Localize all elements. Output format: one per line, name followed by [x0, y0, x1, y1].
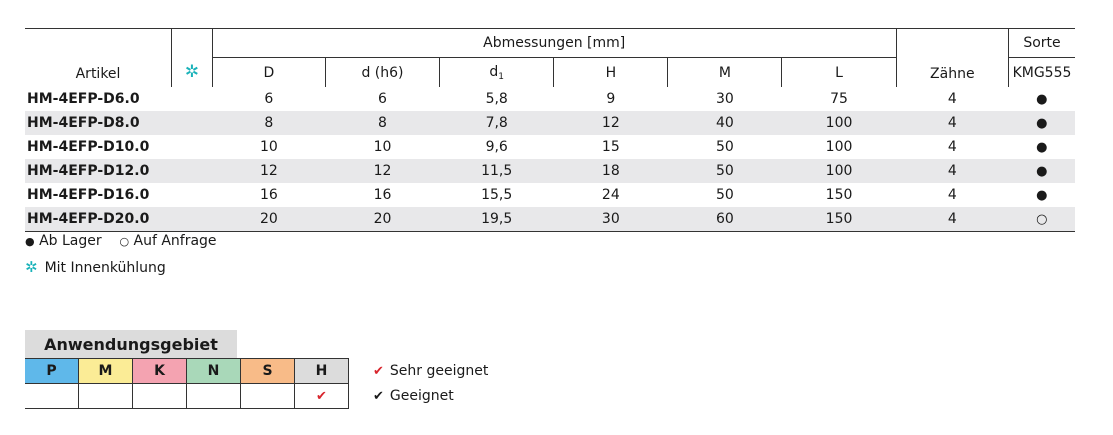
cell-sorte: ●: [1036, 139, 1048, 155]
cell-sorte: ●: [1036, 91, 1048, 107]
cooling-legend: [25, 258, 166, 276]
cell-d1: 9,6: [485, 139, 508, 155]
cell-H: 12: [554, 111, 668, 135]
cell-d1: 5,8: [485, 91, 508, 107]
cell-artikel: HM-4EFP-D20.0: [25, 207, 172, 232]
cell-artikel: HM-4EFP-D10.0: [27, 139, 150, 155]
cell-zaehne: 4: [947, 187, 957, 203]
cell-sorte: ●: [1036, 187, 1048, 203]
application-group-h: H: [295, 359, 349, 384]
cooling-legend-icon: ✲: [25, 258, 38, 276]
application-mark-h: ✔: [295, 384, 349, 409]
cooling-cell: [172, 135, 213, 159]
cell-artikel: HM-4EFP-D16.0: [27, 187, 150, 203]
header-sorte-grade: KMG555: [1008, 58, 1075, 88]
cooling-cell: [172, 111, 213, 135]
header-L: L: [782, 58, 896, 88]
cell-D: 12: [212, 159, 325, 183]
cell-sorte: ●: [1008, 159, 1075, 183]
table-row: [25, 207, 1075, 232]
cell-H: 18: [554, 159, 668, 183]
application-mark-m: [79, 384, 133, 409]
cell-d: 12: [325, 159, 439, 183]
suitable-label: Geeignet: [389, 388, 454, 404]
spec-table-body: [25, 87, 1075, 232]
header-D: D: [212, 58, 325, 88]
spec-table: [25, 28, 1075, 232]
cell-L: 150: [782, 207, 896, 232]
cell-zaehne: 4: [896, 111, 1008, 135]
header-artikel: Artikel: [25, 29, 172, 88]
cell-zaehne: 4: [947, 91, 957, 107]
cell-sorte: ○: [1008, 207, 1075, 232]
stock-label: Ab Lager: [39, 233, 102, 249]
cell-L: 150: [825, 187, 853, 203]
cell-D: 20: [212, 207, 325, 232]
application-groups-row: [25, 359, 349, 384]
application-group-n: N: [187, 359, 241, 384]
header-sorte: Sorte: [1008, 29, 1075, 58]
table-row: [25, 111, 1075, 135]
application-marks-row: [25, 384, 349, 409]
application-title: Anwendungsgebiet: [25, 330, 237, 358]
cell-L: 75: [830, 91, 848, 107]
cell-M: 50: [716, 187, 734, 203]
suitable-legend: [373, 388, 454, 404]
header-d1-sub: 1: [498, 71, 504, 82]
cooling-icon: ✲: [172, 29, 213, 88]
header-M: M: [668, 58, 782, 88]
cell-artikel: HM-4EFP-D6.0: [27, 91, 140, 107]
cooling-cell: [172, 207, 213, 232]
cell-L: 100: [825, 139, 853, 155]
very-suitable-legend: [373, 363, 488, 379]
cell-H: 30: [554, 207, 668, 232]
application-table: [25, 358, 349, 409]
cooling-legend-label: Mit Innenkühlung: [44, 260, 166, 276]
table-row: [25, 87, 1075, 111]
cell-H: 15: [601, 139, 620, 155]
cell-d1: 19,5: [440, 207, 554, 232]
cell-M: 30: [716, 91, 734, 107]
table-row: [25, 135, 1075, 159]
application-group-s: S: [241, 359, 295, 384]
header-zaehne: Zähne: [896, 29, 1008, 88]
suitable-check-icon: ✔: [373, 389, 384, 404]
cell-M: 50: [668, 159, 782, 183]
cell-M: 50: [716, 139, 734, 155]
cell-D: 8: [212, 111, 325, 135]
application-group-m: M: [79, 359, 133, 384]
cell-M: 60: [668, 207, 782, 232]
cell-H: 9: [606, 91, 616, 107]
cell-L: 100: [782, 111, 896, 135]
cell-zaehne: 4: [896, 207, 1008, 232]
cell-L: 100: [782, 159, 896, 183]
very-suitable-label: Sehr geeignet: [389, 363, 489, 379]
cooling-cell: [172, 87, 213, 111]
table-row: [25, 183, 1075, 207]
cell-artikel: HM-4EFP-D8.0: [25, 111, 172, 135]
cell-D: 10: [259, 139, 278, 155]
application-mark-s: [241, 384, 295, 409]
header-d-h6: d (h6): [325, 58, 439, 88]
cell-d: 16: [373, 187, 392, 203]
cell-d: 6: [378, 91, 387, 107]
application-mark-p: [25, 384, 79, 409]
stock-symbol: ●: [25, 235, 35, 248]
request-label: Auf Anfrage: [133, 233, 217, 249]
cooling-cell: [172, 183, 213, 207]
cell-d1: 15,5: [481, 187, 513, 203]
cell-zaehne: 4: [947, 139, 957, 155]
header-H: H: [554, 58, 668, 88]
cell-D: 16: [259, 187, 278, 203]
header-d1-base: d: [489, 63, 499, 80]
cell-zaehne: 4: [896, 159, 1008, 183]
cell-d1: 11,5: [440, 159, 554, 183]
request-symbol: ○: [119, 235, 130, 248]
cell-d: 20: [325, 207, 439, 232]
application-group-k: K: [133, 359, 187, 384]
cell-M: 40: [668, 111, 782, 135]
cell-d1: 7,8: [440, 111, 554, 135]
header-dimensions: Abmessungen [mm]: [212, 29, 896, 58]
cell-D: 6: [264, 91, 274, 107]
application-group-p: P: [25, 359, 79, 384]
stock-legend: [25, 233, 217, 249]
very-suitable-check-icon: ✔: [373, 364, 384, 379]
cell-sorte: ●: [1008, 111, 1075, 135]
table-row: [25, 159, 1075, 183]
cell-artikel: HM-4EFP-D12.0: [25, 159, 172, 183]
cooling-cell: [172, 159, 213, 183]
cell-d: 8: [325, 111, 439, 135]
cell-d: 10: [373, 139, 392, 155]
application-mark-n: [187, 384, 241, 409]
cell-H: 24: [601, 187, 620, 203]
application-mark-k: [133, 384, 187, 409]
header-d1: [440, 58, 554, 88]
